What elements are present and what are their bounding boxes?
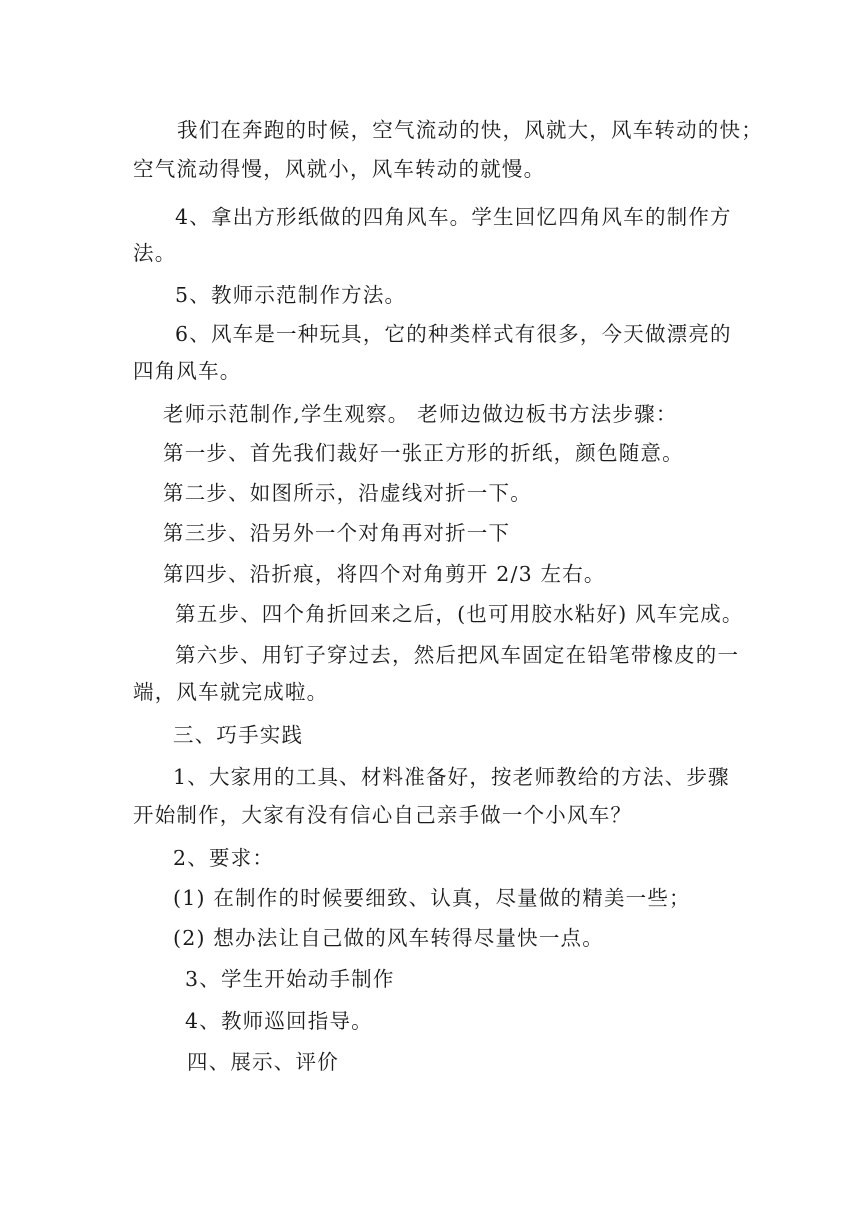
text-line-8: 老师示范制作,学生观察。 老师边做边板书方法步骤： xyxy=(163,402,678,426)
text-line-9: 第一步、首先我们裁好一张正方形的折纸，颜色随意。 xyxy=(163,441,684,465)
section-heading-4: 四、展示、评价 xyxy=(187,1050,339,1074)
text-line-11: 第三步、沿另外一个对角再对折一下 xyxy=(163,521,511,545)
text-line-15: 端，风车就完成啦。 xyxy=(133,680,329,704)
text-line-7: 四角风车。 xyxy=(133,359,242,383)
text-line-18: 开始制作，大家有没有信心自己亲手做一个小风车？ xyxy=(133,803,633,827)
text-line-13: 第五步、四个角折回来之后，(也可用胶水粘好) 风车完成。 xyxy=(175,602,744,626)
text-line-2: 空气流动得慢，风就小，风车转动的就慢。 xyxy=(133,157,546,181)
text-line-4: 法。 xyxy=(133,241,177,265)
text-line-14: 第六步、用钉子穿过去，然后把风车固定在铅笔带橡皮的一 xyxy=(175,643,740,667)
text-line-1: 我们在奔跑的时候，空气流动的快，风就大，风车转动的快； xyxy=(177,118,763,142)
text-line-17: 1、大家用的工具、材料准备好，按老师教给的方法、步骤 xyxy=(173,765,730,789)
text-line-5: 5、教师示范制作方法。 xyxy=(175,283,407,307)
text-line-23: 4、教师巡回指导。 xyxy=(185,1009,373,1033)
section-heading-3: 三、巧手实践 xyxy=(173,723,304,747)
text-line-3: 4、拿出方形纸做的四角风车。学生回忆四角风车的制作方 xyxy=(175,205,732,229)
text-line-20: (1) 在制作的时候要细致、认真，尽量做的精美一些； xyxy=(173,886,691,910)
text-line-21: (2) 想办法让自己做的风车转得尽量快一点。 xyxy=(173,926,604,950)
text-line-10: 第二步、如图所示，沿虚线对折一下。 xyxy=(163,481,532,505)
text-line-19: 2、要求： xyxy=(173,846,275,870)
text-line-12: 第四步、沿折痕，将四个对角剪开 2/3 左右。 xyxy=(163,562,606,586)
text-line-6: 6、风车是一种玩具，它的种类样式有很多，今天做漂亮的 xyxy=(175,322,732,346)
text-line-22: 3、学生开始动手制作 xyxy=(185,967,395,991)
